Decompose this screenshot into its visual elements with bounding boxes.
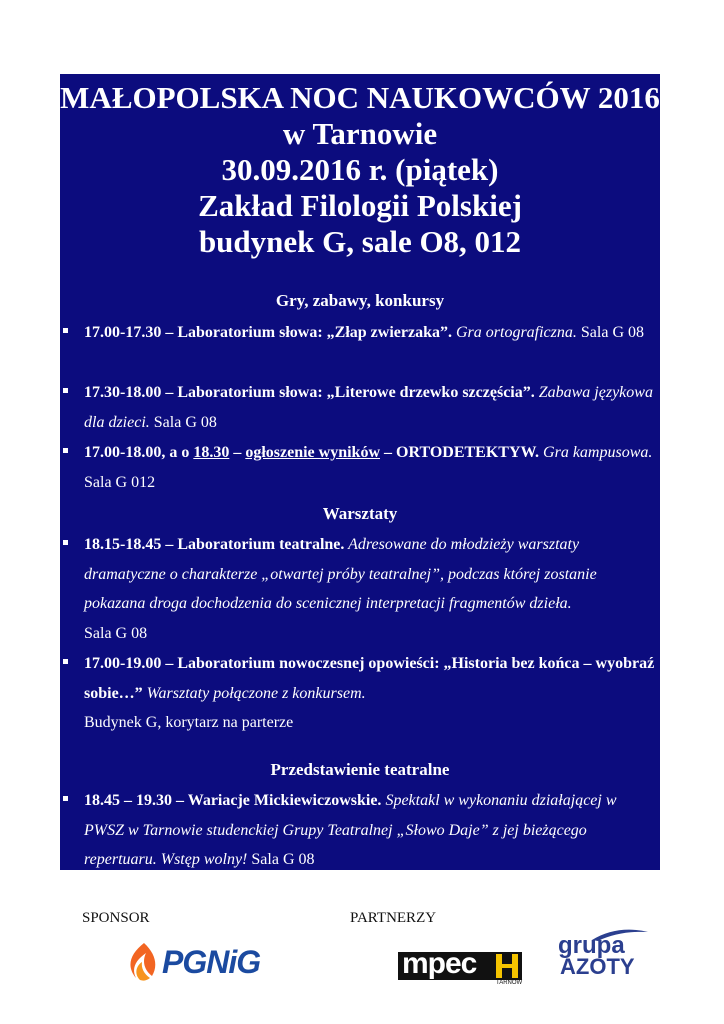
title-date: 30.09.2016 r. (piątek) <box>221 152 499 187</box>
mpec-subtitle: TARNÓW <box>496 980 523 986</box>
title-department: Zakład Filologii Polskiej <box>198 188 522 223</box>
list-item: 18.45 – 19.30 – Wariacje Mickiewiczowskie. Spektakl w wykonaniu działającej w PWSZ w Tarnowie studenckiej Grupy Teatralnej „Słowo Daje” z jej bieżącego repertuaru. Wstęp wolny! Sala G 08 <box>84 786 656 875</box>
bullet-icon <box>63 448 68 453</box>
mpec-logo <box>398 948 526 990</box>
section-heading-theatre: Przedstawienie teatralne <box>270 760 450 779</box>
list-item: 17.00-17.30 – Laboratorium słowa: „Złap zwierzaka”. Gra ortograficzna. Sala G 08 <box>84 318 656 348</box>
list-item: 18.15-18.45 – Laboratorium teatralne. Adresowane do młodzieży warsztaty dramatyczne o charakterze „otwartej próby teatralnej”, podczas której zostanie pokazana droga dochodzenia do scenicznej interpretacji fragmentów dzieła. Sala G 08 <box>84 530 656 648</box>
flame-icon <box>122 940 162 984</box>
pgnig-logo <box>122 940 282 984</box>
bullet-icon <box>63 659 68 664</box>
mpec-wordmark: mpec <box>402 947 477 980</box>
partners-label: PARTNERZY <box>350 910 437 926</box>
section-heading-workshops: Warsztaty <box>322 504 398 523</box>
bullet-icon <box>63 328 68 333</box>
poster-panel <box>60 74 660 870</box>
bullet-icon <box>63 796 68 801</box>
azoty-wordmark-bottom: AZOTY <box>560 954 635 979</box>
list-item: 17.00-18.00, a o 18.30 – ogłoszenie wyników – ORTODETEKTYW. Gra kampusowa. Sala G 012 <box>84 438 656 497</box>
pgnig-wordmark: PGNiG <box>162 944 261 980</box>
title-location: budynek G, sale O8, 012 <box>198 224 522 259</box>
list-item: 17.30-18.00 – Laboratorium słowa: „Literowe drzewko szczęścia”. Zabawa językowa dla dzieci. Sala G 08 <box>84 378 656 437</box>
bullet-icon <box>63 540 68 545</box>
sponsor-label: SPONSOR <box>82 910 150 926</box>
azoty-wordmark-top: grupa <box>558 932 625 959</box>
grupa-azoty-logo <box>556 928 656 984</box>
bullet-icon <box>63 388 68 393</box>
title-line-2: w Tarnowie <box>282 116 438 151</box>
title-line-1: MAŁOPOLSKA NOC NAUKOWCÓW 2016 <box>60 80 660 115</box>
list-item: 17.00-19.00 – Laboratorium nowoczesnej opowieści: „Historia bez końca – wyobraź sobie…” Warsztaty połączone z konkursem. Budynek G, korytarz na parterze <box>84 649 656 738</box>
section-heading-games: Gry, zabawy, konkursy <box>275 291 445 310</box>
